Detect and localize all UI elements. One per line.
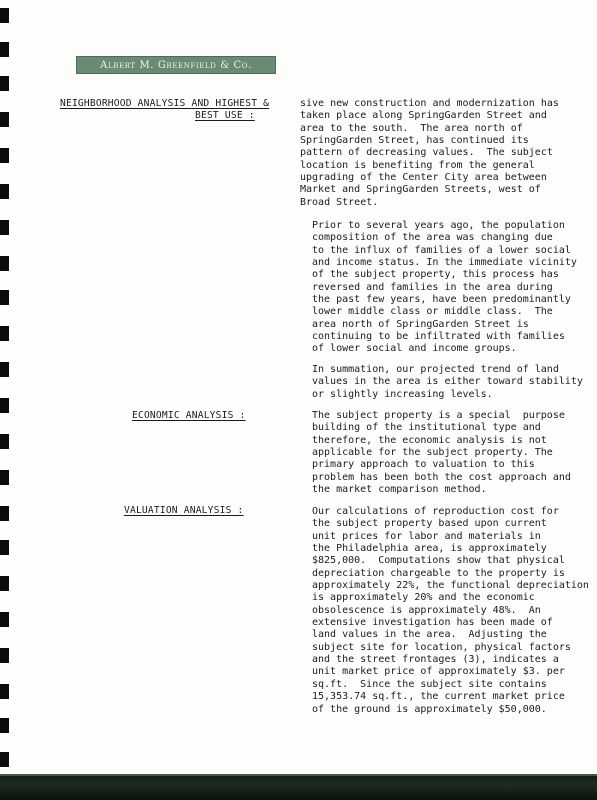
letterhead-banner: [76, 56, 276, 74]
economic-paragraph: [312, 410, 597, 496]
letterhead-text: Albert M. Greenfield & Co.: [100, 59, 252, 71]
binder-hole: [0, 42, 9, 57]
neighborhood-p2-line: lower middle class or middle class. The: [312, 306, 553, 318]
neighborhood-p1-line: location is benefiting from the general: [300, 159, 535, 171]
binder-hole: [0, 148, 9, 163]
neighborhood-p2-line: Prior to several years ago, the population: [312, 220, 565, 231]
valuation-line: obsolescence is approximately 48%. An: [312, 604, 541, 616]
valuation-line: is approximately 20% and the economic: [312, 592, 535, 604]
neighborhood-p1-line: sive new construction and modernization has: [300, 98, 559, 109]
neighborhood-p1-line: taken place along SpringGarden Street and: [300, 110, 547, 122]
valuation-line: 15,353.74 sq.ft., the current market price: [312, 691, 565, 703]
valuation-line: unit prices for labor and materials in: [312, 530, 541, 542]
neighborhood-p1-line: pattern of decreasing values. The subject: [300, 147, 553, 159]
binder-hole: [0, 684, 9, 699]
binder-hole: [0, 290, 9, 305]
neighborhood-p2-line: continuing to be infiltrated with families: [312, 331, 565, 343]
binder-hole: [0, 434, 9, 449]
valuation-line: depreciation chargeable to the property is: [312, 567, 565, 579]
economic-line: The subject property is a special purpose: [312, 410, 565, 421]
valuation-line: approximately 22%, the functional depreciation: [312, 580, 589, 592]
binder-hole: [0, 112, 9, 127]
neighborhood-p3-line: In summation, our projected trend of land: [312, 364, 559, 375]
neighborhood-p2-line: reversed and families in the area during: [312, 281, 553, 293]
neighborhood-p3-line: or slightly increasing levels.: [312, 388, 493, 400]
binder-hole: [0, 718, 9, 733]
neighborhood-p2-line: to the influx of families of a lower social: [312, 244, 571, 256]
neighborhood-p2-line: of lower social and income groups.: [312, 343, 517, 355]
binder-hole: [0, 256, 9, 271]
valuation-paragraph: [312, 506, 597, 716]
binder-hole: [0, 648, 9, 663]
valuation-line: the Philadelphia area, is approximately: [312, 543, 547, 555]
neighborhood-p2-line: composition of the area was changing due: [312, 232, 553, 244]
economic-heading: ECONOMIC ANALYSIS :: [132, 410, 246, 421]
neighborhood-paragraph-2: [312, 220, 597, 356]
valuation-line: Our calculations of reproduction cost for: [312, 506, 559, 517]
neighborhood-heading-line2: BEST USE :: [195, 110, 255, 121]
binder-hole: [0, 326, 9, 341]
binder-hole: [0, 506, 9, 521]
valuation-line: subject site for location, physical factors: [312, 641, 571, 653]
neighborhood-heading-line1: NEIGHBORHOOD ANALYSIS AND HIGHEST &: [60, 98, 270, 109]
neighborhood-p2-line: of the subject property, this process has: [312, 269, 559, 281]
valuation-line: extensive investigation has been made of: [312, 617, 553, 629]
binder-hole: [0, 220, 9, 235]
valuation-line: $825,000. Computations show that physical: [312, 555, 565, 567]
valuation-line: unit market price of approximately $3. per: [312, 666, 565, 678]
valuation-line: of the ground is approximately $50,000.: [312, 703, 547, 715]
binder-hole: [0, 8, 9, 23]
binder-hole: [0, 76, 9, 91]
valuation-line: sq.ft. Since the subject site contains: [312, 678, 547, 690]
valuation-line: land values in the area. Adjusting the: [312, 629, 547, 641]
valuation-line: the subject property based upon current: [312, 518, 547, 530]
valuation-heading: VALUATION ANALYSIS :: [124, 505, 244, 516]
neighborhood-paragraph-1: [300, 98, 559, 209]
neighborhood-p1-line: SpringGarden Street, has continued its: [300, 135, 529, 147]
binder-hole: [0, 612, 9, 627]
binder-hole: [0, 470, 9, 485]
economic-line: applicable for the subject property. The: [312, 447, 553, 459]
economic-line: primary approach to valuation to this: [312, 459, 535, 471]
binder-hole: [0, 362, 9, 377]
binder-hole: [0, 398, 9, 413]
binder-hole: [0, 184, 9, 199]
neighborhood-p2-line: the past few years, have been predominantly: [312, 294, 571, 306]
neighborhood-p1-line: Market and SpringGarden Streets, west of: [300, 184, 541, 196]
binder-hole: [0, 752, 9, 767]
neighborhood-p1-line: area to the south. The area north of: [300, 122, 523, 134]
neighborhood-p2-line: and income status. In the immediate vicinity: [312, 257, 577, 269]
neighborhood-paragraph-3: [312, 364, 597, 401]
binder-holes: [0, 0, 10, 800]
economic-line: building of the institutional type and: [312, 422, 541, 434]
neighborhood-p1-line: upgrading of the Center City area between: [300, 172, 547, 184]
valuation-line: and the street frontages (3), indicates a: [312, 654, 559, 666]
binder-bottom-edge: [0, 774, 597, 800]
binder-hole: [0, 576, 9, 591]
neighborhood-p3-line: values in the area is either toward stability: [312, 376, 583, 388]
neighborhood-p1-line: Broad Street.: [300, 196, 379, 208]
economic-line: therefore, the economic analysis is not: [312, 434, 547, 446]
economic-line: the market comparison method.: [312, 484, 487, 496]
binder-hole: [0, 540, 9, 555]
neighborhood-p2-line: area north of SpringGarden Street is: [312, 318, 529, 330]
economic-line: problem has been both the cost approach and: [312, 471, 571, 483]
